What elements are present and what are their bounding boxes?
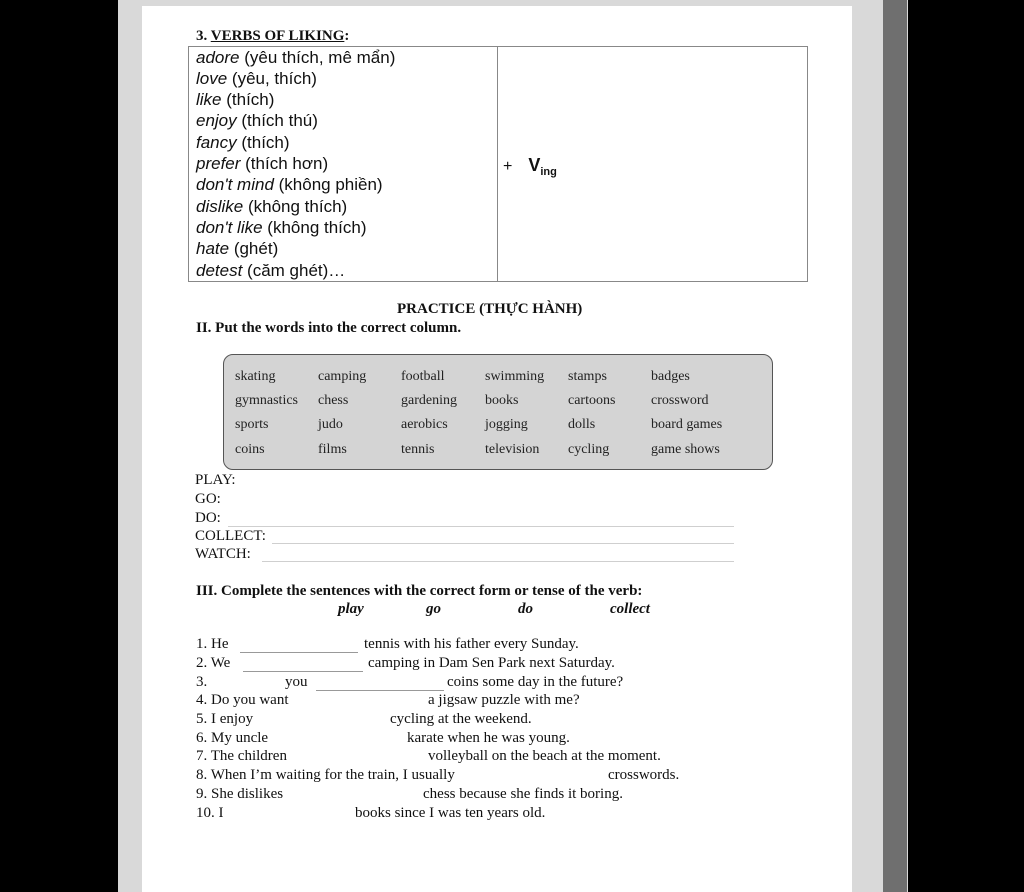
sentence-start: 10. I [196,805,224,821]
word-item: board games [651,417,723,432]
sentence-middle: you [285,674,308,690]
sentence-end: karate when he was young. [407,730,570,746]
verb-row: prefer (thích hơn) [196,154,329,173]
sentence-start: 5. I enjoy [196,711,254,727]
category-do: DO: [195,510,221,526]
sentence-start: 6. My uncle [196,730,269,746]
verb-row: adore (yêu thích, mê mẩn) [196,48,396,67]
word-item: tennis [401,442,435,457]
word-item: game shows [651,442,720,457]
word-item: sports [235,417,269,432]
word-item: gardening [401,393,457,408]
word-item: camping [318,369,367,384]
word-item: television [485,442,540,457]
verb-row: like (thích) [196,90,275,109]
sentence-end: coins some day in the future? [447,674,624,690]
sentence-end: a jigsaw puzzle with me? [428,692,580,708]
sentence-blank [316,690,444,691]
sentence-blank [243,671,363,672]
sentence-start: 1. He [196,636,229,652]
word-item: cycling [568,442,610,457]
word-item: films [318,442,347,457]
verb-row: enjoy (thích thú) [196,111,318,130]
sentence-end: chess because she finds it boring. [423,786,623,802]
sentence-start: 2. We [196,655,231,671]
verb-option: collect [610,601,650,617]
word-item: gymnastics [235,393,298,408]
verb-row: detest (căm ghét)… [196,261,346,280]
category-go: GO: [195,491,221,507]
sentence-end: crosswords. [608,767,680,783]
verb-option: do [518,601,533,617]
word-item: chess [318,393,349,408]
word-item: aerobics [401,417,448,432]
verbs-of-liking-table [188,46,808,282]
sentence-end: cycling at the weekend. [390,711,532,727]
sentence-end: volleyball on the beach at the moment. [428,748,661,764]
verb-row: don't like (không thích) [196,218,367,237]
verb-row: love (yêu, thích) [196,69,317,88]
verb-option: go [426,601,441,617]
section-title: 3. VERBS OF LIKING: [196,28,350,44]
word-item: stamps [568,369,607,384]
sentence-start: 9. She dislikes [196,786,284,802]
sentence-start: 4. Do you want [196,692,289,708]
table-divider [497,47,498,281]
sentence-end: tennis with his father every Sunday. [364,636,579,652]
sentence-start: 7. The children [196,748,287,764]
verb-row: hate (ghét) [196,239,279,258]
category-watch: WATCH: [195,546,251,562]
word-item: cartoons [568,393,616,408]
sentence-end: camping in Dam Sen Park next Saturday. [368,655,615,671]
sentence-end: books since I was ten years old. [355,805,546,821]
verb-row: fancy (thích) [196,133,290,152]
word-item: badges [651,369,690,384]
viewer-scroll-strip [883,0,907,892]
ving-formula: + $V_{ing}$ [503,155,557,179]
word-bank-box [223,354,773,470]
word-item: books [485,393,519,408]
category-collect: COLLECT: [195,528,266,544]
verb-option: play [338,601,364,617]
practice-heading: PRACTICE (THỰC HÀNH) [397,301,583,317]
exercise-3-instruction: III. Complete the sentences with the correct form or tense of the verb: [196,583,643,599]
answer-line [262,561,734,562]
sentence-start: 8. When I’m waiting for the train, I usually [196,767,455,783]
answer-line [228,526,734,527]
sentence-blank [240,652,358,653]
word-item: judo [318,417,343,432]
category-play: PLAY: [195,472,236,488]
sentence-start: 3. [196,674,208,690]
word-item: football [401,369,445,384]
word-item: jogging [485,417,528,432]
answer-line [272,543,734,544]
verb-row: don't mind (không phiền) [196,175,383,194]
exercise-2-instruction: II. Put the words into the correct column. [196,320,462,336]
word-item: skating [235,369,276,384]
word-item: swimming [485,369,545,384]
word-item: coins [235,442,265,457]
verb-row: dislike (không thích) [196,197,348,216]
word-item: crossword [651,393,709,408]
word-item: dolls [568,417,596,432]
